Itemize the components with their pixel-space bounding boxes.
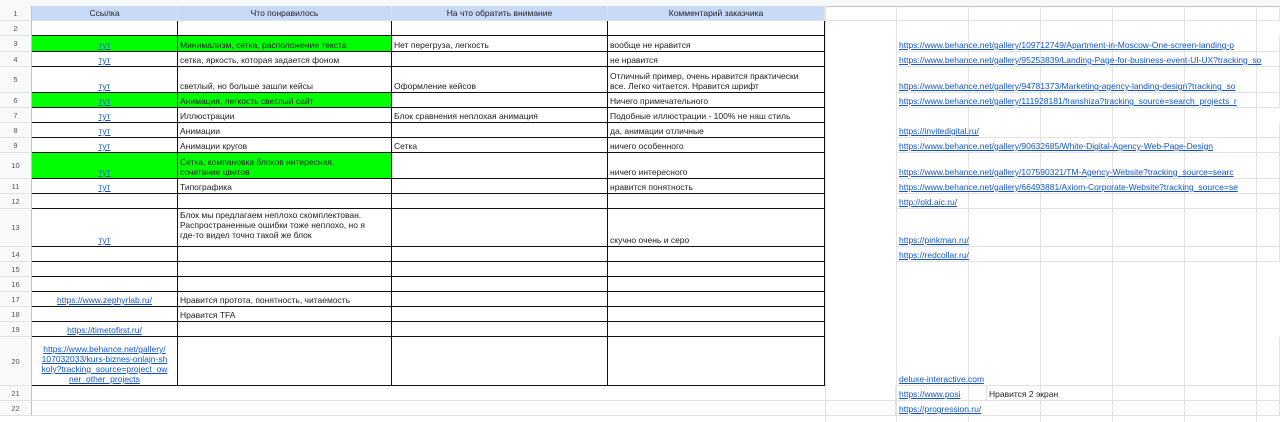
row-header[interactable]: 2 (0, 21, 32, 36)
reference-link[interactable] (897, 179, 1280, 194)
link-cell[interactable] (32, 153, 178, 179)
row-header[interactable]: 8 (0, 123, 32, 138)
cell-empty[interactable] (392, 21, 608, 36)
link-tut[interactable]: тут (98, 141, 111, 151)
link-tut[interactable]: тут (98, 111, 111, 121)
liked-cell[interactable]: Анимация, легкость светлый сайт (178, 93, 392, 108)
reference-link[interactable] (897, 401, 1280, 416)
row-header[interactable]: 11 (0, 179, 32, 194)
comment-cell[interactable]: ничего интересного (608, 153, 825, 179)
link-cell[interactable] (32, 292, 178, 307)
liked-cell[interactable]: светлый, но больше зашли кейсы (178, 67, 392, 93)
cell-empty[interactable] (392, 307, 608, 322)
reference-link[interactable] (897, 194, 1280, 209)
link-url[interactable]: https://www.zephyrlab.ru/ (57, 295, 152, 305)
reference-link-text[interactable]: https://www.posi (899, 389, 961, 399)
link-cell[interactable] (32, 93, 178, 108)
cell-empty[interactable] (32, 386, 896, 401)
reference-link[interactable] (897, 67, 1280, 93)
header-comment[interactable]: Комментарий заказчика (608, 6, 825, 21)
cell-empty[interactable] (178, 247, 392, 262)
cell-empty[interactable] (608, 21, 825, 36)
row-header[interactable]: 18 (0, 307, 32, 322)
comment-cell[interactable]: нравится понятность (608, 179, 825, 194)
cell-empty[interactable] (178, 262, 392, 277)
cell-empty[interactable] (32, 277, 178, 292)
cell-empty[interactable] (608, 247, 825, 262)
cell-empty[interactable] (392, 277, 608, 292)
liked-cell[interactable]: Анимации (178, 123, 392, 138)
liked-cell[interactable]: Нравится TFA (178, 307, 392, 322)
reference-link[interactable] (897, 138, 1280, 153)
reference-link-text[interactable]: https://pinkman.ru/ (899, 235, 969, 245)
link-cell[interactable] (32, 337, 178, 386)
note-cell[interactable]: Нравится 2 экран (987, 386, 1280, 401)
header-link[interactable]: Ссылка (32, 6, 178, 21)
liked-cell[interactable]: Минимализм, сетка, расположение текста (178, 36, 392, 52)
reference-link[interactable] (897, 93, 1280, 108)
cell-empty[interactable] (178, 277, 392, 292)
attention-cell[interactable]: Сетка (392, 138, 608, 153)
row-header[interactable]: 9 (0, 138, 32, 153)
link-tut[interactable]: тут (98, 167, 111, 177)
cell-empty[interactable] (392, 322, 608, 337)
reference-link[interactable] (897, 386, 987, 401)
attention-cell[interactable] (392, 179, 608, 194)
link-cell[interactable] (32, 138, 178, 153)
row-header[interactable]: 1 (0, 6, 32, 21)
cell-empty[interactable] (392, 337, 608, 386)
liked-cell[interactable]: сетка, яркость, которая задается фоном (178, 52, 392, 67)
cell-empty[interactable] (32, 307, 178, 322)
row-header[interactable]: 15 (0, 262, 32, 277)
link-tut[interactable]: тут (98, 126, 111, 136)
link-cell[interactable] (32, 67, 178, 93)
row-header[interactable]: 17 (0, 292, 32, 307)
grid-line (825, 6, 826, 422)
reference-link[interactable] (897, 123, 1280, 138)
comment-cell[interactable]: скучно очень и серо (608, 209, 825, 247)
attention-cell[interactable] (392, 93, 608, 108)
row-header[interactable]: 16 (0, 277, 32, 292)
comment-cell[interactable]: да, анимации отличные (608, 123, 825, 138)
cell-empty[interactable] (32, 401, 896, 416)
row-header[interactable]: 19 (0, 322, 32, 337)
link-tut[interactable]: тут (98, 182, 111, 192)
link-cell[interactable] (32, 123, 178, 138)
link-tut[interactable]: тут (98, 235, 111, 245)
reference-link-text[interactable]: https://redcollar.ru/ (899, 250, 969, 260)
link-cell[interactable] (32, 179, 178, 194)
liked-cell[interactable]: Сетка, компановка блоков интересная, сочетание цветов (178, 153, 392, 179)
row-header[interactable]: 20 (0, 337, 32, 386)
cell-empty[interactable] (608, 262, 825, 277)
cell-empty[interactable] (392, 194, 608, 209)
reference-link-text[interactable]: https://www.behance.net/gallery/95253839/Landing-Page-for-business-event-UI-UX?tracking_so (899, 55, 1262, 65)
reference-link-text[interactable]: https://progression.ru/ (899, 404, 982, 414)
link-tut[interactable]: тут (98, 40, 111, 50)
cell-empty[interactable] (392, 209, 608, 247)
cell-empty[interactable] (392, 262, 608, 277)
row-header[interactable]: 4 (0, 52, 32, 67)
liked-cell[interactable]: Типографика (178, 179, 392, 194)
cell-empty[interactable] (392, 247, 608, 262)
row-header[interactable]: 12 (0, 194, 32, 209)
cell-empty[interactable] (608, 277, 825, 292)
reference-link-text[interactable]: http://old.aic.ru/ (899, 197, 958, 207)
attention-cell[interactable] (392, 52, 608, 67)
cell-empty[interactable] (178, 21, 392, 36)
link-url[interactable]: https://www.behance.net/gallery/ 107032033/kurs-biznes-onlajn-sh koly?tracking_source=project_ow ner_other_projects (41, 344, 168, 384)
row-header[interactable]: 7 (0, 108, 32, 123)
link-cell[interactable] (32, 108, 178, 123)
link-cell[interactable] (32, 36, 178, 52)
link-tut[interactable]: тут (98, 55, 111, 65)
comment-cell[interactable]: Отличный пример, очень нравится практически все. Легко читается. Нравится шрифт (608, 67, 825, 93)
reference-link-text[interactable]: https://invitedigital.ru/ (899, 126, 979, 136)
link-url[interactable]: https://timetofirst.ru/ (67, 325, 142, 335)
cell-empty[interactable] (178, 337, 392, 386)
row-header[interactable]: 22 (0, 401, 32, 416)
reference-link[interactable] (897, 337, 1280, 386)
liked-cell[interactable]: Нравится протота, понятность, читаемость (178, 292, 392, 307)
reference-link[interactable] (897, 153, 1280, 179)
cell-empty[interactable] (825, 6, 1280, 21)
link-cell[interactable] (32, 209, 178, 247)
header-attention[interactable]: На что обратить внимание (392, 6, 608, 21)
reference-link-text[interactable]: https://www.behance.net/gallery/90632685/White-Digital-Agency-Web-Page-Design (899, 141, 1214, 151)
liked-cell[interactable]: Иллюстрации (178, 108, 392, 123)
link-tut[interactable]: тут (98, 81, 111, 91)
cell-empty[interactable] (608, 292, 825, 307)
link-cell[interactable] (32, 52, 178, 67)
reference-link[interactable] (897, 247, 1280, 262)
reference-link[interactable] (897, 209, 1280, 247)
reference-link-text[interactable]: https://www.behance.net/gallery/111928181/franshiza?tracking_source=search_projects_r (899, 96, 1237, 106)
link-cell[interactable] (32, 322, 178, 337)
reference-link-text[interactable]: deluxe-interactive.com (899, 374, 985, 384)
cell-empty[interactable] (32, 194, 178, 209)
row-header[interactable]: 3 (0, 36, 32, 52)
reference-link-text[interactable]: https://www.behance.net/gallery/66493881/Axiom-Corporate-Website?tracking_source=se (899, 182, 1238, 192)
cell-empty[interactable] (32, 262, 178, 277)
cell-empty[interactable] (32, 247, 178, 262)
cell-empty[interactable] (32, 21, 178, 36)
attention-cell[interactable]: Нет перегруза, легкость (392, 36, 608, 52)
row-header[interactable]: 5 (0, 67, 32, 93)
row-header[interactable]: 21 (0, 386, 32, 401)
attention-cell[interactable]: Блок сравнения неплохая анимация (392, 108, 608, 123)
cell-empty[interactable] (608, 322, 825, 337)
reference-link[interactable] (897, 52, 1280, 67)
cell-empty[interactable] (608, 194, 825, 209)
link-tut[interactable]: тут (98, 96, 111, 106)
liked-cell[interactable]: Блок мы предлагаем неплохо скомплектован. Распространенные ошибки тоже неплохо, но я где-то видел точно такой же блок (178, 209, 392, 247)
header-liked[interactable]: Что понравилось (178, 6, 392, 21)
row-header[interactable]: 6 (0, 93, 32, 108)
cell-empty[interactable] (608, 307, 825, 322)
comment-cell[interactable]: не нравится (608, 52, 825, 67)
row-header[interactable]: 10 (0, 153, 32, 179)
cell-empty[interactable] (608, 337, 825, 386)
attention-cell[interactable] (392, 153, 608, 179)
comment-cell[interactable]: Подобные иллюстрации - 100% не наш стиль (608, 108, 825, 123)
reference-link-text[interactable]: https://www.behance.net/gallery/94781373/Marketing-agency-landing-design?tracking_so (899, 81, 1236, 91)
reference-link-text[interactable]: https://www.behance.net/gallery/107590321/TM-Agency-Website?tracking_source=searc (899, 167, 1234, 177)
attention-cell[interactable]: Оформление кейсов (392, 67, 608, 93)
reference-link[interactable] (897, 36, 1280, 52)
comment-cell[interactable]: ничего особенного (608, 138, 825, 153)
comment-cell[interactable]: Ничего примечательного (608, 93, 825, 108)
row-header[interactable]: 14 (0, 247, 32, 262)
liked-cell[interactable]: Анимации кругов (178, 138, 392, 153)
cell-empty[interactable] (392, 292, 608, 307)
attention-cell[interactable] (392, 123, 608, 138)
cell-empty[interactable] (178, 322, 392, 337)
row-header[interactable]: 13 (0, 209, 32, 247)
reference-link-text[interactable]: https://www.behance.net/gallery/109712749/Apartment-in-Moscow-One-screen-landing-p (899, 40, 1234, 50)
comment-cell[interactable]: вообще не нравится (608, 36, 825, 52)
cell-empty[interactable] (178, 194, 392, 209)
